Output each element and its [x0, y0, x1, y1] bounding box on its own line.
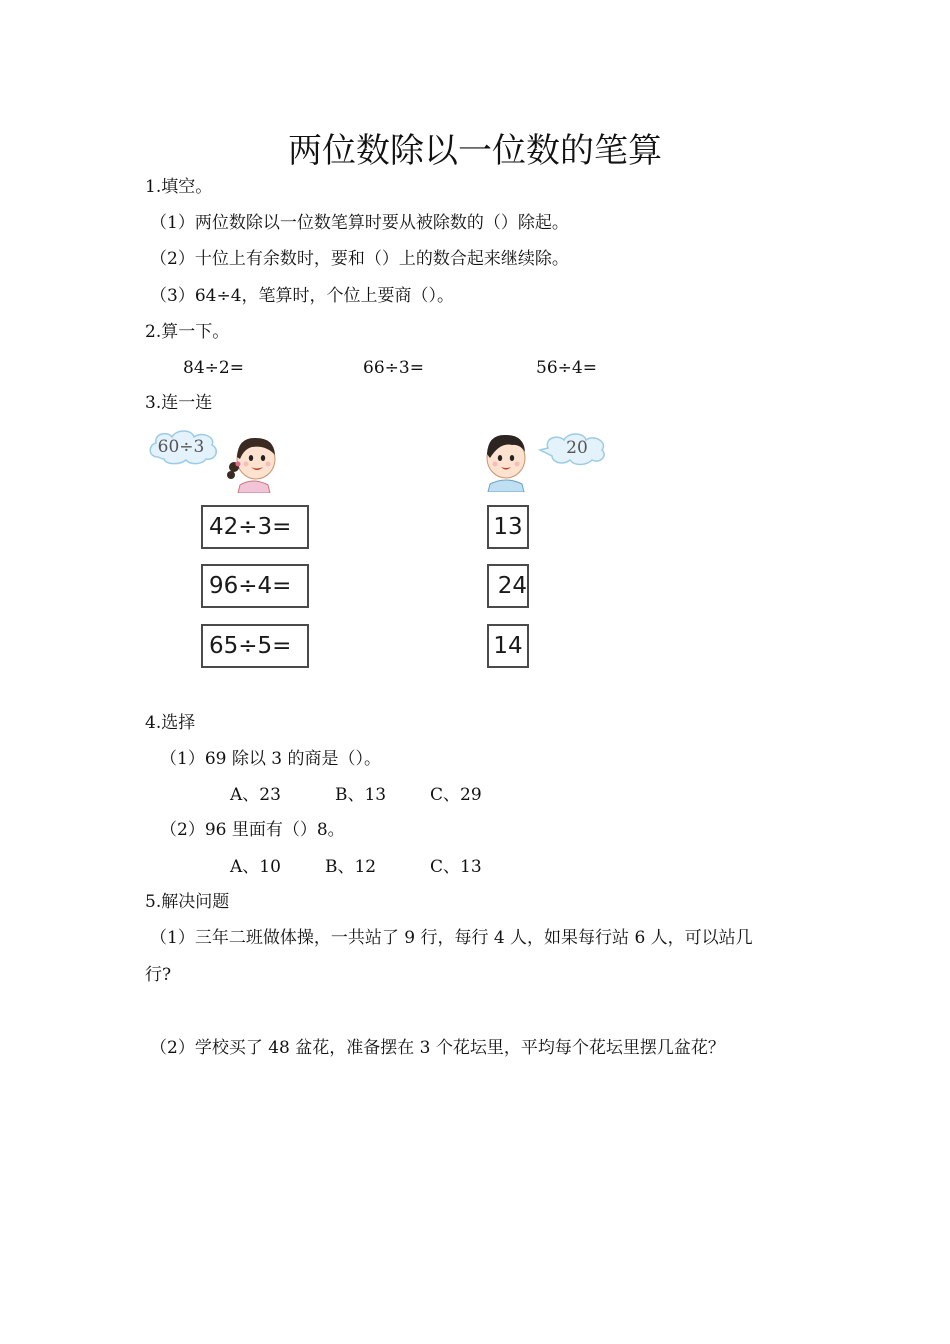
q4-q2-option-b[interactable]: B、12	[325, 857, 377, 877]
boy-bubble-text: 20	[566, 438, 588, 458]
girl-illustration-icon	[222, 431, 284, 493]
q4-q1-option-b[interactable]: B、13	[335, 785, 387, 805]
match-right-box-3[interactable]: 14	[487, 624, 529, 668]
boy-illustration-icon	[476, 430, 538, 492]
q5-problem-2: （2）学校买了 48 盆花，准备摆在 3 个花坛里，平均每个花坛里摆几盆花？	[150, 1038, 725, 1058]
page-title: 两位数除以一位数的笔算	[288, 131, 662, 171]
match-left-box-1[interactable]: 42÷3=	[201, 505, 309, 549]
q1-item-1: （1）两位数除以一位数笔算时要从被除数的（）除起。	[150, 213, 569, 233]
q2-expr-3: 56÷4=	[536, 358, 597, 378]
q4-q1-option-c[interactable]: C、29	[430, 785, 482, 805]
q2-heading: 2.算一下。	[145, 322, 230, 342]
q2-expr-2: 66÷3=	[363, 358, 424, 378]
q1-item-3: （3）64÷4，笔算时，个位上要商（）。	[150, 286, 455, 306]
match-left-box-2[interactable]: 96÷4=	[201, 564, 309, 608]
q5-heading: 5.解决问题	[145, 892, 230, 912]
q4-q2-option-c[interactable]: C、13	[430, 857, 482, 877]
girl-bubble-text: 60÷3	[157, 437, 205, 457]
q5-problem-1-line-2: 行?	[145, 965, 172, 985]
q4-question-1: （1）69 除以 3 的商是（）。	[160, 749, 381, 769]
match-left-box-3[interactable]: 65÷5=	[201, 624, 309, 668]
q3-heading: 3.连一连	[145, 393, 213, 413]
match-right-box-2[interactable]: 24	[487, 564, 529, 608]
q4-q1-option-a[interactable]: A、23	[230, 785, 281, 805]
q5-problem-1-line-1: （1）三年二班做体操，一共站了 9 行，每行 4 人，如果每行站 6 人，可以站几	[150, 928, 753, 948]
q1-item-2: （2）十位上有余数时，要和（）上的数合起来继续除。	[150, 249, 569, 269]
match-right-box-1[interactable]: 13	[487, 505, 529, 549]
q2-expr-1: 84÷2=	[183, 358, 244, 378]
q4-heading: 4.选择	[145, 713, 196, 733]
q4-q2-option-a[interactable]: A、10	[230, 857, 281, 877]
q1-heading: 1.填空。	[145, 177, 213, 197]
q4-question-2: （2）96 里面有（）8。	[160, 820, 345, 840]
